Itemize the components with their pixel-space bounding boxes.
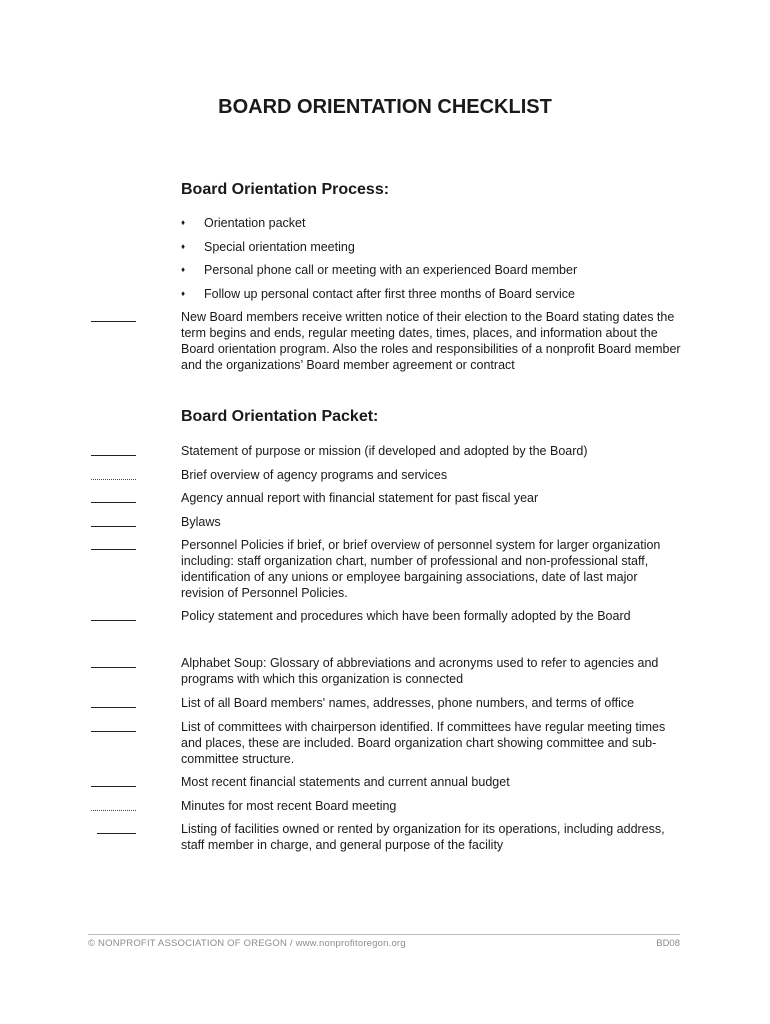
checklist-item-text: Listing of facilities owned or rented by organization for its operations, including address, staff member in charge, and general purpose of the facility bbox=[181, 822, 665, 852]
diamond-bullet-icon: ♦ bbox=[181, 218, 186, 227]
footer-divider bbox=[88, 934, 680, 935]
checklist-item-text: Agency annual report with financial statement for past fiscal year bbox=[181, 491, 539, 505]
check-blank[interactable] bbox=[91, 502, 136, 503]
checklist-item-text: Brief overview of agency programs and services bbox=[181, 468, 448, 482]
footer-doc-code: BD08 bbox=[656, 938, 680, 949]
bullet-text: Personal phone call or meeting with an experienced Board member bbox=[204, 263, 578, 277]
checklist-item-text: List of committees with chairperson identified. If committees have regular meeting times and places, these are included. Board organization chart showing committee and sub-committee structure. bbox=[181, 720, 666, 766]
checklist-item-text: List of all Board members' names, addresses, phone numbers, and terms of office bbox=[181, 696, 635, 710]
bullet-text: Follow up personal contact after first three months of Board service bbox=[204, 287, 576, 301]
check-blank[interactable] bbox=[91, 526, 136, 527]
bullet-text: Orientation packet bbox=[204, 216, 306, 230]
check-blank[interactable] bbox=[91, 321, 136, 322]
process-heading: Board Orientation Process: bbox=[181, 181, 390, 198]
footer-copyright: © NONPROFIT ASSOCIATION OF OREGON / www.nonprofitoregon.org bbox=[88, 938, 406, 949]
checklist-item-text: Alphabet Soup: Glossary of abbreviations and acronyms used to refer to agencies and programs with which this organization is connected bbox=[181, 656, 659, 686]
check-blank[interactable] bbox=[97, 833, 136, 834]
process-bullet bbox=[0, 262, 770, 278]
checklist-item-text: Minutes for most recent Board meeting bbox=[181, 799, 397, 813]
checklist-item-text: Bylaws bbox=[181, 515, 221, 529]
diamond-bullet-icon: ♦ bbox=[181, 242, 186, 251]
checklist-item-text: Policy statement and procedures which have been formally adopted by the Board bbox=[181, 609, 631, 623]
checklist-item-text: Most recent financial statements and current annual budget bbox=[181, 775, 510, 789]
check-blank[interactable] bbox=[91, 667, 136, 668]
checklist-item-text: Statement of purpose or mission (if developed and adopted by the Board) bbox=[181, 444, 588, 458]
check-blank[interactable] bbox=[91, 479, 136, 480]
check-blank[interactable] bbox=[91, 455, 136, 456]
process-bullet bbox=[0, 239, 770, 255]
check-blank[interactable] bbox=[91, 549, 136, 550]
diamond-bullet-icon: ♦ bbox=[181, 289, 186, 298]
check-blank[interactable] bbox=[91, 731, 136, 732]
packet-heading: Board Orientation Packet: bbox=[181, 408, 379, 425]
diamond-bullet-icon: ♦ bbox=[181, 265, 186, 274]
check-blank[interactable] bbox=[91, 620, 136, 621]
checklist-item-text: Personnel Policies if brief, or brief overview of personnel system for larger organization including: staff organization chart, number of professional and non-professional staff, identification of any unions or employee bargaining associations, date of last major revision of Personnel Policies. bbox=[181, 538, 661, 600]
process-bullet bbox=[0, 286, 770, 302]
check-blank[interactable] bbox=[91, 810, 136, 811]
process-bullet bbox=[0, 215, 770, 231]
page-title: BOARD ORIENTATION CHECKLIST bbox=[218, 96, 552, 118]
notice-text: New Board members receive written notice of their election to the Board stating dates the term begins and ends, regular meeting dates, times, places, and information about the Board orientation program. Also the roles and responsibilities of a nonprofit Board member and the organizations’ Board member agreement or contract bbox=[181, 310, 681, 372]
bullet-text: Special orientation meeting bbox=[204, 240, 355, 254]
check-blank[interactable] bbox=[91, 707, 136, 708]
check-blank[interactable] bbox=[91, 786, 136, 787]
